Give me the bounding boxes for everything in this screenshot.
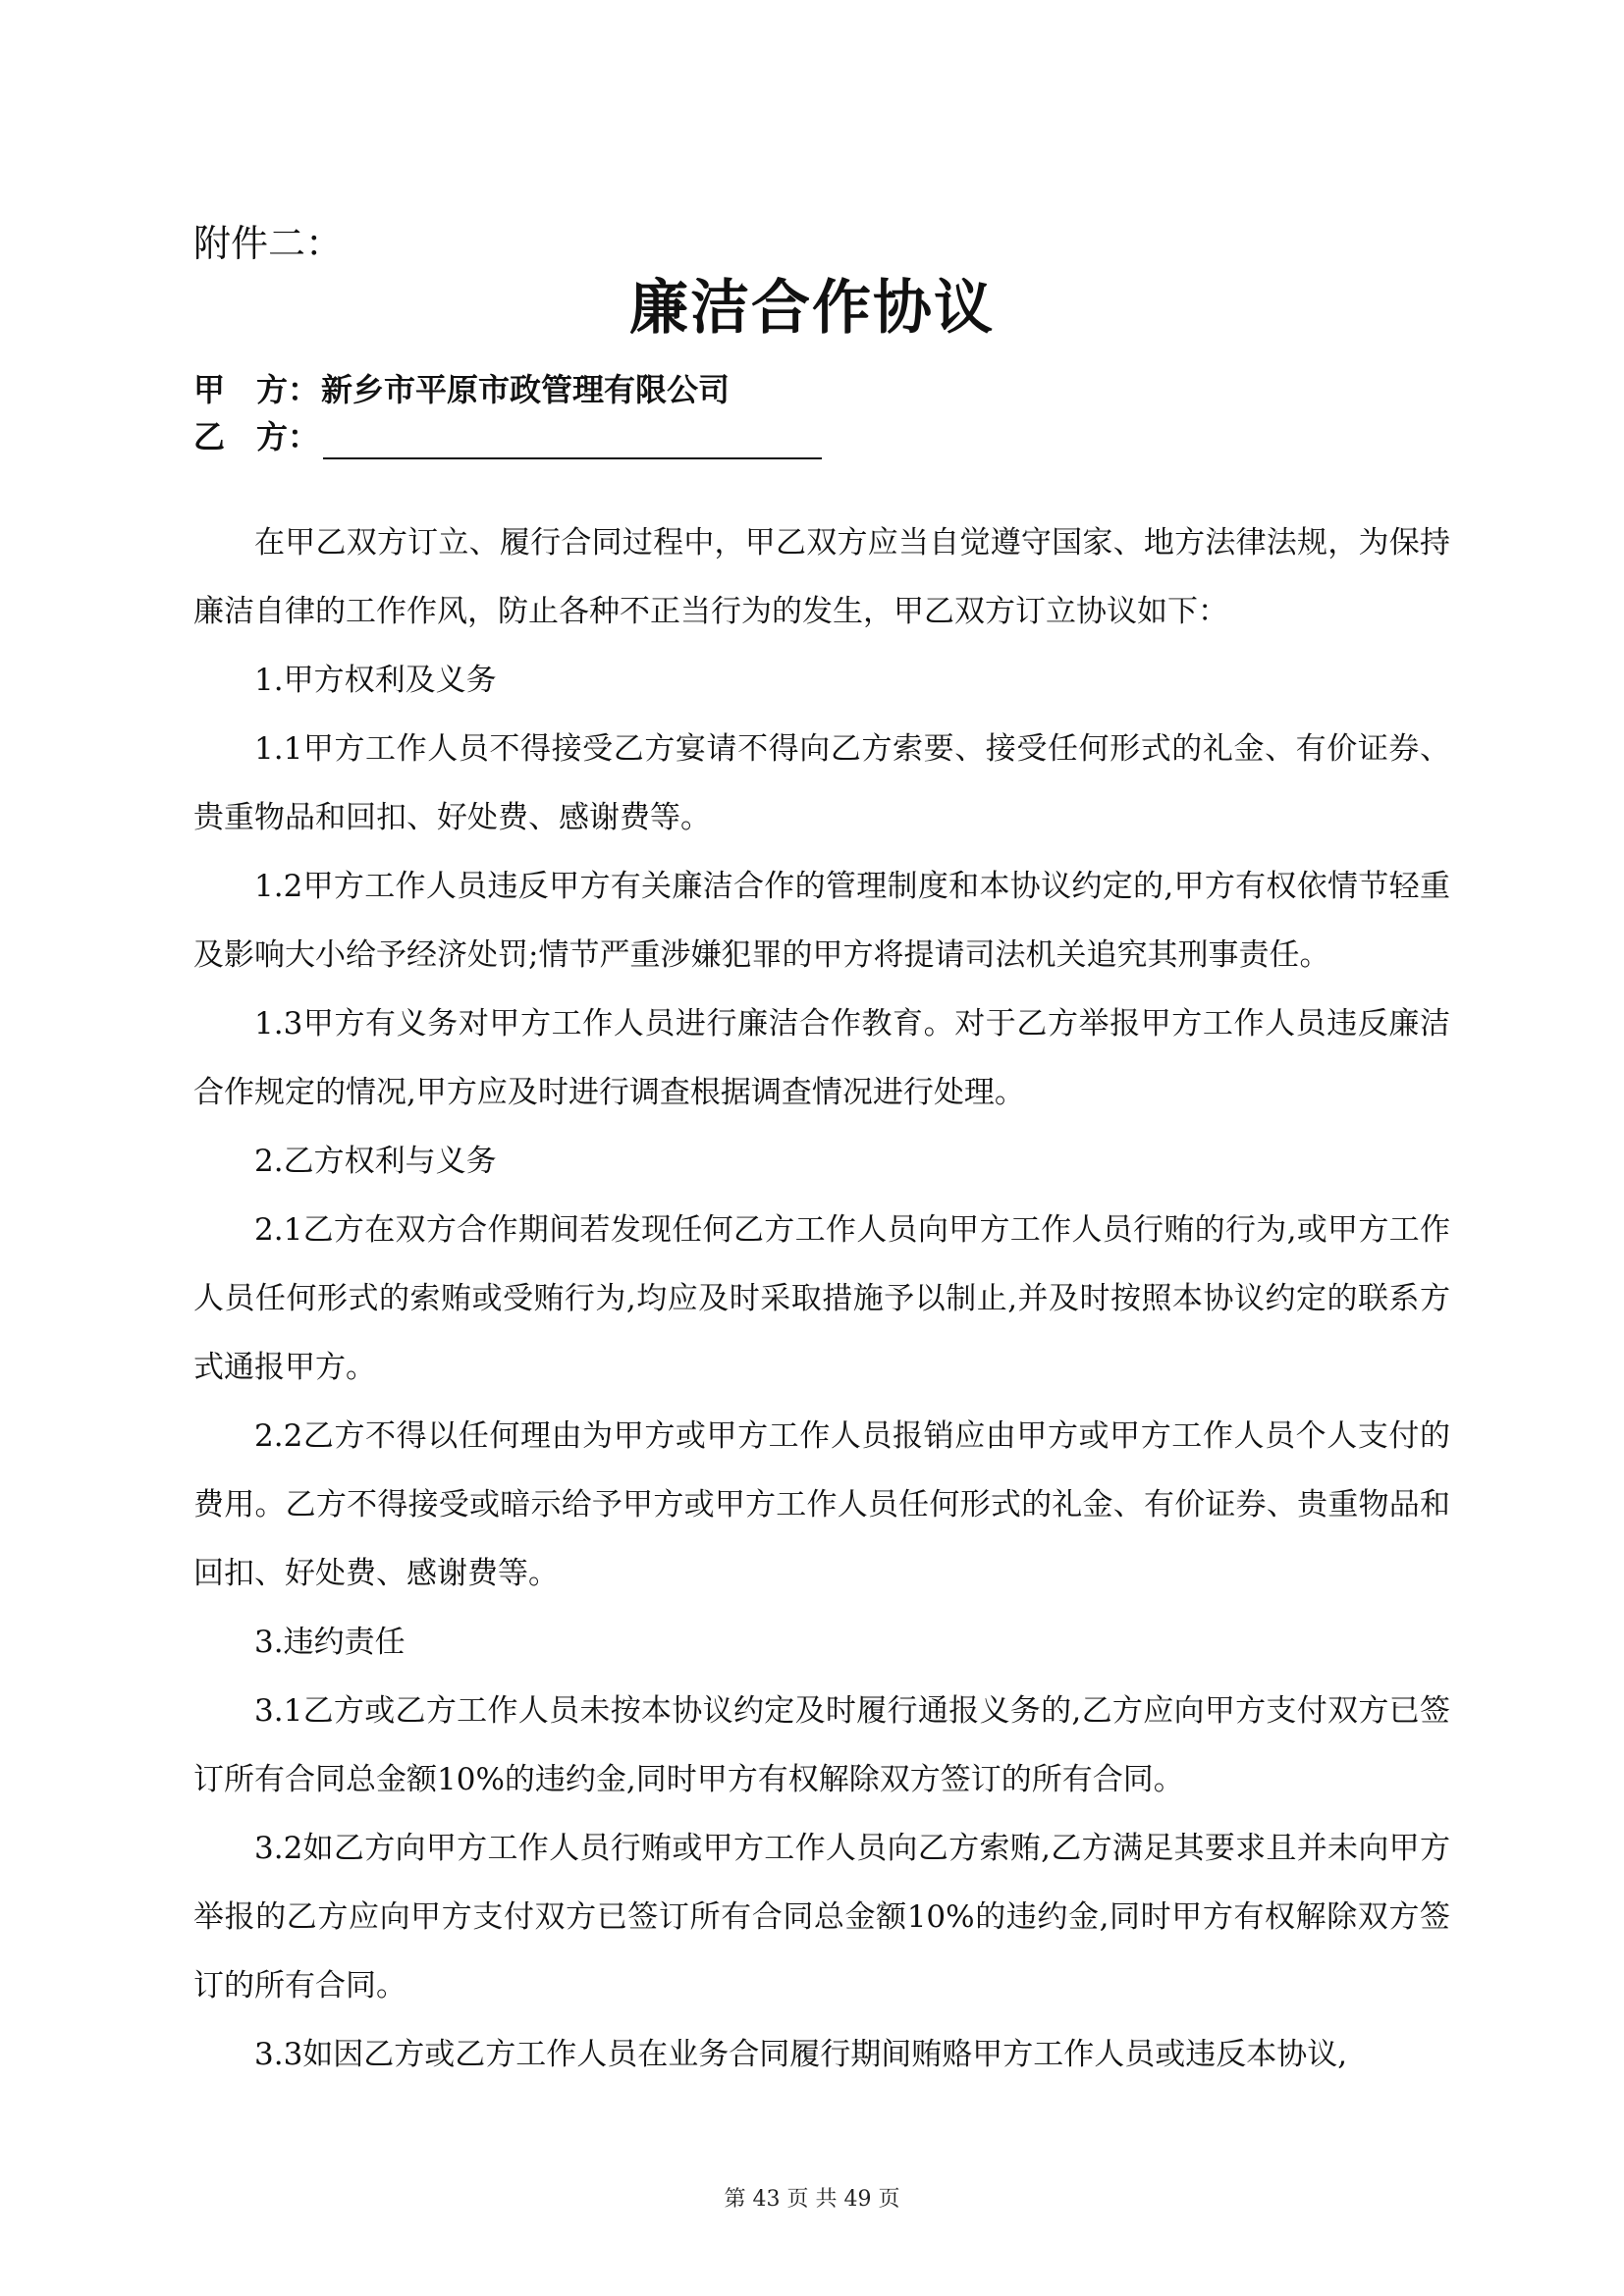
paragraph: 2.乙方权利与义务 <box>254 1144 497 1179</box>
party-b-line <box>193 414 822 459</box>
paragraph: 1.3甲方有义务对甲方工作人员进行廉洁合作教育。对于乙方举报甲方工作人员违反廉洁合作规定的情况,甲方应及时进行调查根据调查情况进行处理。 <box>193 1006 1450 1110</box>
agreement-body <box>193 508 1450 2089</box>
paragraph: 1.2甲方工作人员违反甲方有关廉洁合作的管理制度和本协议约定的,甲方有权依情节轻重及影响大小给予经济处罚;情节严重涉嫌犯罪的甲方将提请司法机关追究其刑事责任。 <box>193 869 1450 973</box>
paragraph: 3.3如因乙方或乙方工作人员在业务合同履行期间贿赂甲方工作人员或违反本协议, <box>254 2037 1348 2072</box>
paragraph: 3.违约责任 <box>254 1625 406 1660</box>
paragraph: 2.2乙方不得以任何理由为甲方或甲方工作人员报销应由甲方或甲方工作人员个人支付的费用。乙方不得接受或暗示给予甲方或甲方工作人员任何形式的礼金、有价证券、贵重物品和回扣、好处费、感谢费等。 <box>193 1418 1450 1591</box>
paragraph: 1.甲方权利及义务 <box>254 663 497 698</box>
party-a-name: 新乡市平原市政管理有限公司 <box>321 371 731 408</box>
party-b-label: 乙 方： <box>193 418 320 455</box>
party-b-blank-field <box>323 422 822 459</box>
party-a-label: 甲 方： <box>193 371 320 408</box>
paragraph: 2.1乙方在双方合作期间若发现任何乙方工作人员向甲方工作人员行贿的行为,或甲方工作人员任何形式的索贿或受贿行为,均应及时采取措施予以制止,并及时按照本协议约定的联系方式通报甲方。 <box>193 1212 1450 1385</box>
paragraph: 在甲乙双方订立、履行合同过程中，甲乙双方应当自觉遵守国家、地方法律法规，为保持廉洁自律的工作作风，防止各种不正当行为的发生，甲乙双方订立协议如下： <box>193 525 1450 629</box>
document-title: 廉洁合作协议 <box>629 274 995 343</box>
paragraph: 1.1甲方工作人员不得接受乙方宴请不得向乙方索要、接受任何形式的礼金、有价证券、贵重物品和回扣、好处费、感谢费等。 <box>193 731 1450 835</box>
page-number-footer: 第 43 页 共 49 页 <box>724 2187 900 2212</box>
party-a-line <box>193 367 730 412</box>
paragraph: 3.2如乙方向甲方工作人员行贿或甲方工作人员向乙方索贿,乙方满足其要求且并未向甲方举报的乙方应向甲方支付双方已签订所有合同总金额10%的违约金,同时甲方有权解除双方签订的所有合同。 <box>193 1831 1450 2003</box>
paragraph: 3.1乙方或乙方工作人员未按本协议约定及时履行通报义务的,乙方应向甲方支付双方已签订所有合同总金额10%的违约金,同时甲方有权解除双方签订的所有合同。 <box>193 1693 1450 1797</box>
annex-label: 附件二： <box>193 222 344 265</box>
